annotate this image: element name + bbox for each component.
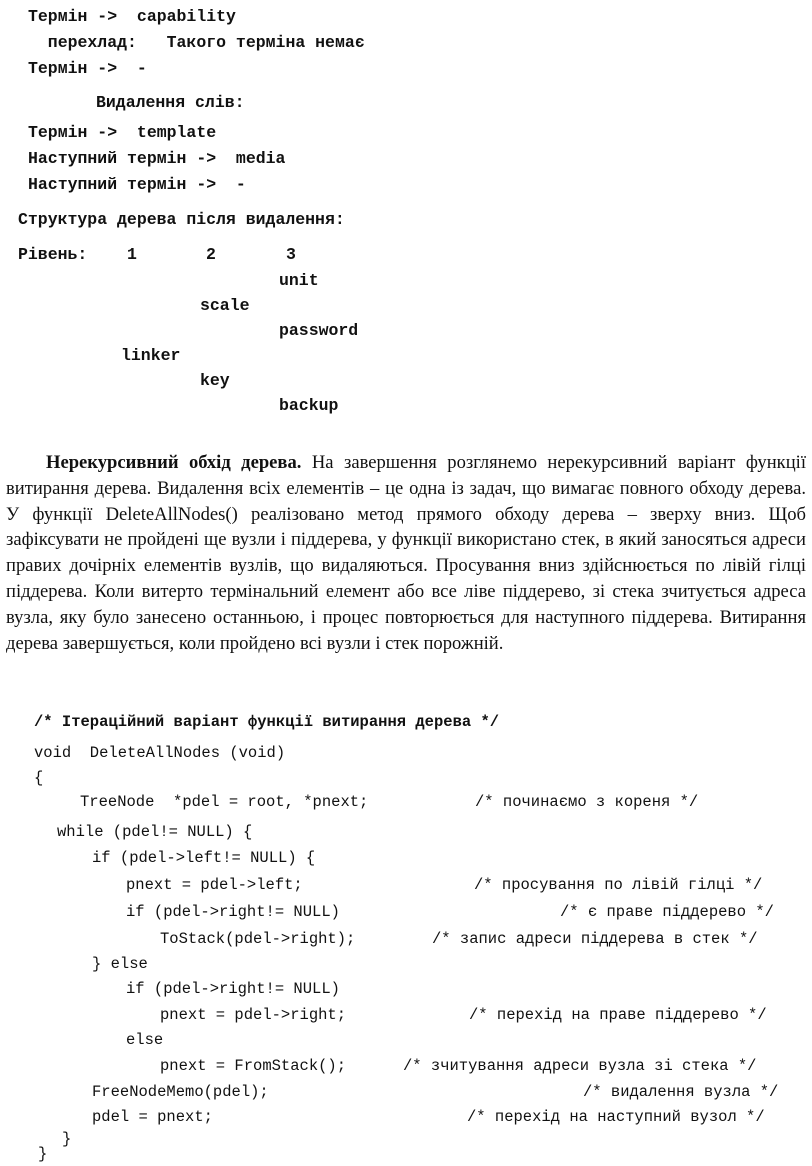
output-line: перехлад: Такого терміна немає bbox=[28, 33, 365, 52]
code-line: while (pdel!= NULL) { bbox=[57, 823, 253, 841]
paragraph-lead: Нерекурсивний обхід дерева. bbox=[46, 452, 302, 473]
code-comment: /* видалення вузла */ bbox=[583, 1083, 779, 1101]
output-line: Наступний термін -> media bbox=[28, 149, 286, 168]
tree-node: unit bbox=[279, 271, 319, 290]
tree-node: backup bbox=[279, 396, 339, 415]
tree-level-number: 3 bbox=[286, 245, 296, 264]
code-line: else bbox=[126, 1031, 164, 1049]
tree-node: key bbox=[200, 371, 230, 390]
tree-node: scale bbox=[200, 296, 250, 315]
code-line: pnext = pdel->right; bbox=[160, 1006, 347, 1024]
code-comment: /* зчитування адреси вузла зі стека */ bbox=[403, 1057, 757, 1075]
code-line: pdel = pnext; bbox=[92, 1108, 213, 1126]
code-line: void DeleteAllNodes (void) bbox=[34, 744, 286, 762]
code-comment: /* запис адреси піддерева в стек */ bbox=[432, 930, 758, 948]
code-comment: /* є праве піддерево */ bbox=[560, 903, 774, 921]
code-line: FreeNodeMemo(pdel); bbox=[92, 1083, 269, 1101]
output-line: Наступний термін -> - bbox=[28, 175, 246, 194]
code-line: } else bbox=[92, 955, 148, 973]
tree-title: Структура дерева після видалення: bbox=[18, 210, 345, 229]
code-line: { bbox=[34, 769, 44, 787]
tree-level-number: 2 bbox=[206, 245, 216, 264]
output-line: Термін -> template bbox=[28, 123, 217, 142]
output-line: Термін -> capability bbox=[28, 7, 236, 26]
code-comment: /* перехід на наступний вузол */ bbox=[467, 1108, 765, 1126]
code-comment: /* просування по лівій гілці */ bbox=[474, 876, 763, 894]
output-line: Термін -> - bbox=[28, 59, 147, 78]
code-line: pnext = FromStack(); bbox=[160, 1057, 347, 1075]
tree-node: linker bbox=[121, 346, 181, 365]
tree-level-number: 1 bbox=[127, 245, 137, 264]
description-paragraph bbox=[6, 450, 806, 656]
tree-node: password bbox=[279, 321, 359, 340]
code-line: ToStack(pdel->right); bbox=[160, 930, 356, 948]
deletion-header: Видалення слів: bbox=[96, 93, 245, 112]
code-header-comment: /* Ітераційний варіант функції витирання дерева */ bbox=[34, 713, 500, 731]
code-line: } bbox=[62, 1130, 72, 1148]
code-line: TreeNode *pdel = root, *pnext; bbox=[80, 793, 369, 811]
code-line: } bbox=[38, 1145, 48, 1163]
code-line: if (pdel->right!= NULL) bbox=[126, 980, 340, 998]
code-line: if (pdel->right!= NULL) bbox=[126, 903, 340, 921]
code-comment: /* перехід на праве піддерево */ bbox=[469, 1006, 767, 1024]
code-comment: /* починаємо з кореня */ bbox=[475, 793, 699, 811]
paragraph-body: На завершення розглянемо нерекурсивний варіант функції витирання дерева. Видалення всіх елементів – це одна із задач, що вимагає повного обходу дерева. У функції DeleteAllNodes() реалізовано метод прямого обходу дерева – зверху вниз. Щоб зафіксувати не пройдені ще вузли і піддерева, у функції використано стек, в який заносяться адреси правих дочірніх елементів вузлів, що видаляються. Просування вниз здійснюється по лівій гілці піддерева. Коли витерто термінальний елемент або все ліве піддерево, зі стека зчитується адреса вузла, яку було занесено останньою, і процес повторюється для наступного піддерева. Витирання дерева завершується, коли пройдено всі вузли і стек порожній. bbox=[6, 452, 806, 654]
code-line: if (pdel->left!= NULL) { bbox=[92, 849, 316, 867]
code-line: pnext = pdel->left; bbox=[126, 876, 303, 894]
tree-levels-label: Рівень: bbox=[18, 245, 88, 264]
